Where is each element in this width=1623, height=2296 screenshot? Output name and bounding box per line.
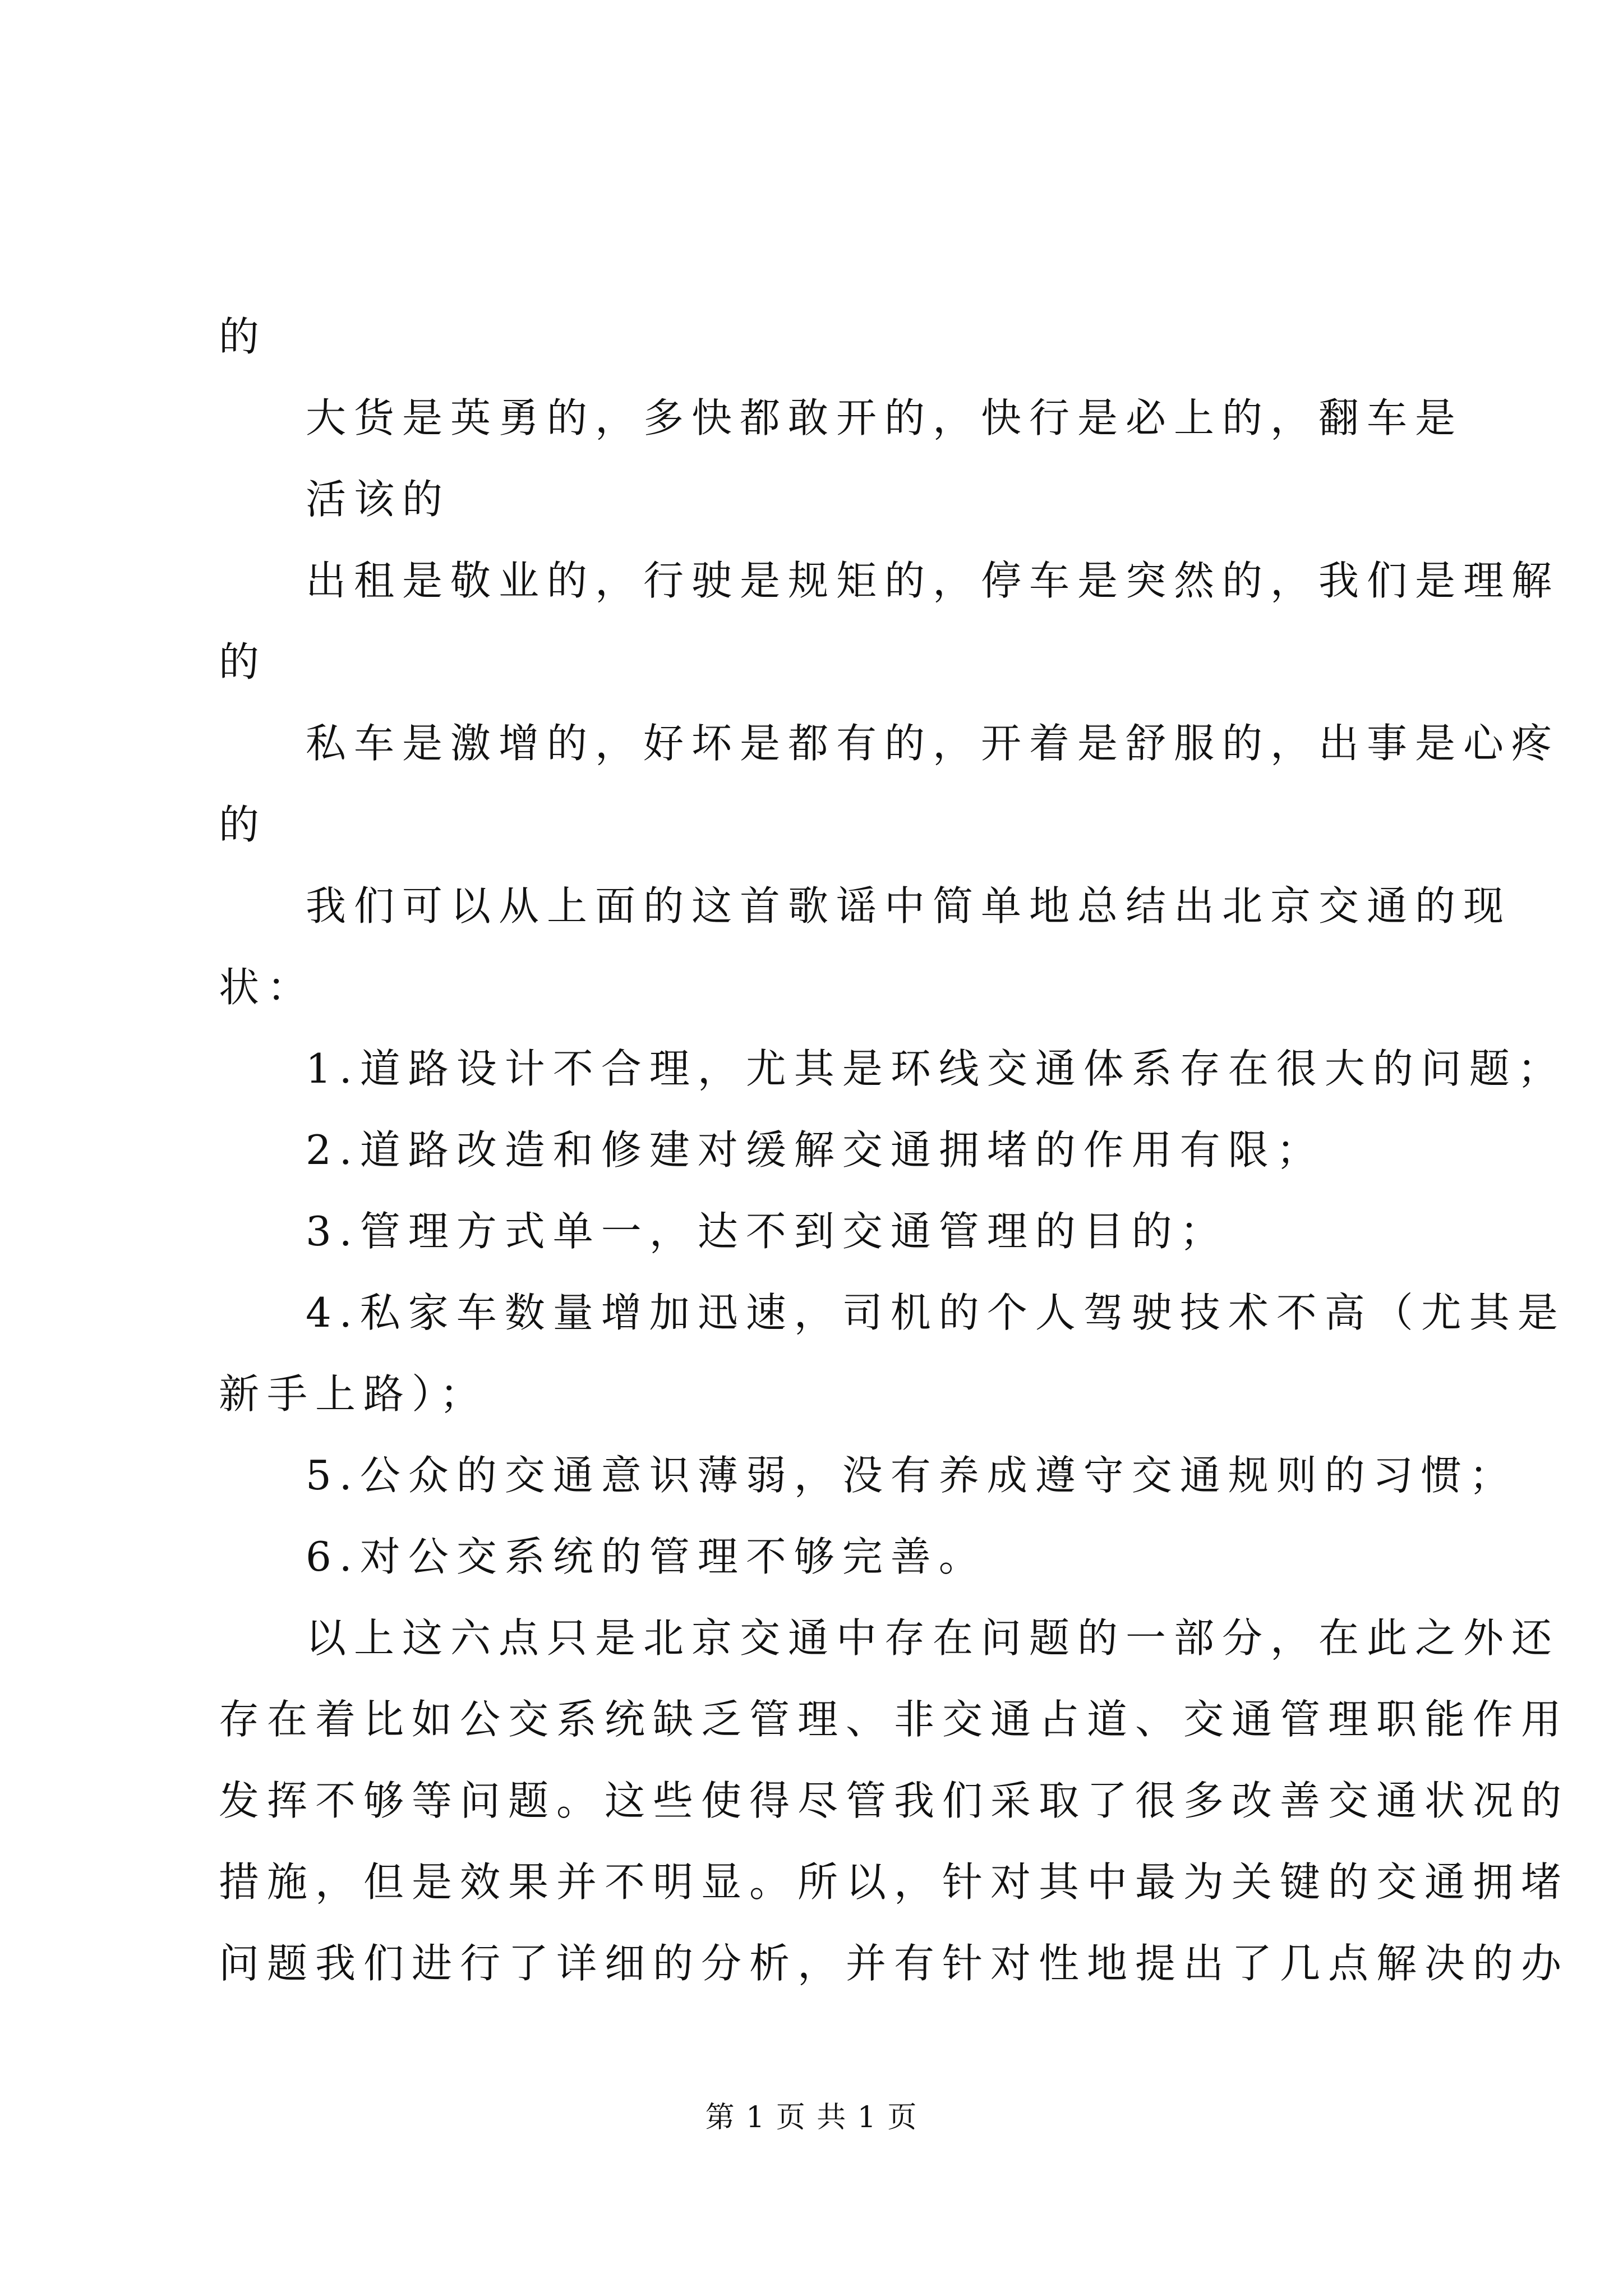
text-line: 存在着比如公交系统缺乏管理、非交通占道、交通管理职能作用 [219,1696,1570,1743]
text-line: 状： [219,964,316,1011]
text-line: 问题我们进行了详细的分析，并有针对性地提出了几点解决的办 [219,1940,1570,1987]
list-item: 6.对公交系统的管理不够完善。 [306,1533,987,1580]
text-line: 以上这六点只是北京交通中存在问题的一部分，在此之外还 [306,1614,1560,1662]
list-item: 3.管理方式单一，达不到交通管理的目的； [306,1208,1228,1255]
text-line: 活该的 [306,476,451,523]
text-line: 发挥不够等问题。这些使得尽管我们采取了很多改善交通状况的 [219,1777,1570,1824]
text-line: 出租是敬业的，行驶是规矩的，停车是突然的，我们是理解 [306,557,1560,604]
list-item: 1.道路设计不合理，尤其是环线交通体系存在很大的问题； [306,1045,1566,1092]
text-line: 措施，但是效果并不明显。所以，针对其中最为关键的交通拥堵 [219,1858,1570,1906]
text-line: 大货是英勇的，多快都敢开的，快行是必上的，翻车是 [306,394,1464,441]
text-line: 的 [219,638,268,685]
list-item: 5.公众的交通意识薄弱，没有养成遵守交通规则的习惯； [306,1452,1518,1499]
text-line: 我们可以从上面的这首歌谣中简单地总结出北京交通的现 [306,882,1512,930]
list-item: 4.私家车数量增加迅速，司机的个人驾驶技术不高（尤其是 [306,1289,1566,1336]
text-line: 的 [219,313,268,360]
text-line: 新手上路）； [219,1370,488,1418]
page-number-footer: 第 1 页 共 1 页 [705,2101,918,2134]
list-item: 2.道路改造和修建对缓解交通拥堵的作用有限； [306,1126,1325,1174]
text-line: 私车是激增的，好坏是都有的，开着是舒服的，出事是心疼 [306,720,1560,767]
text-line: 的 [219,801,268,848]
